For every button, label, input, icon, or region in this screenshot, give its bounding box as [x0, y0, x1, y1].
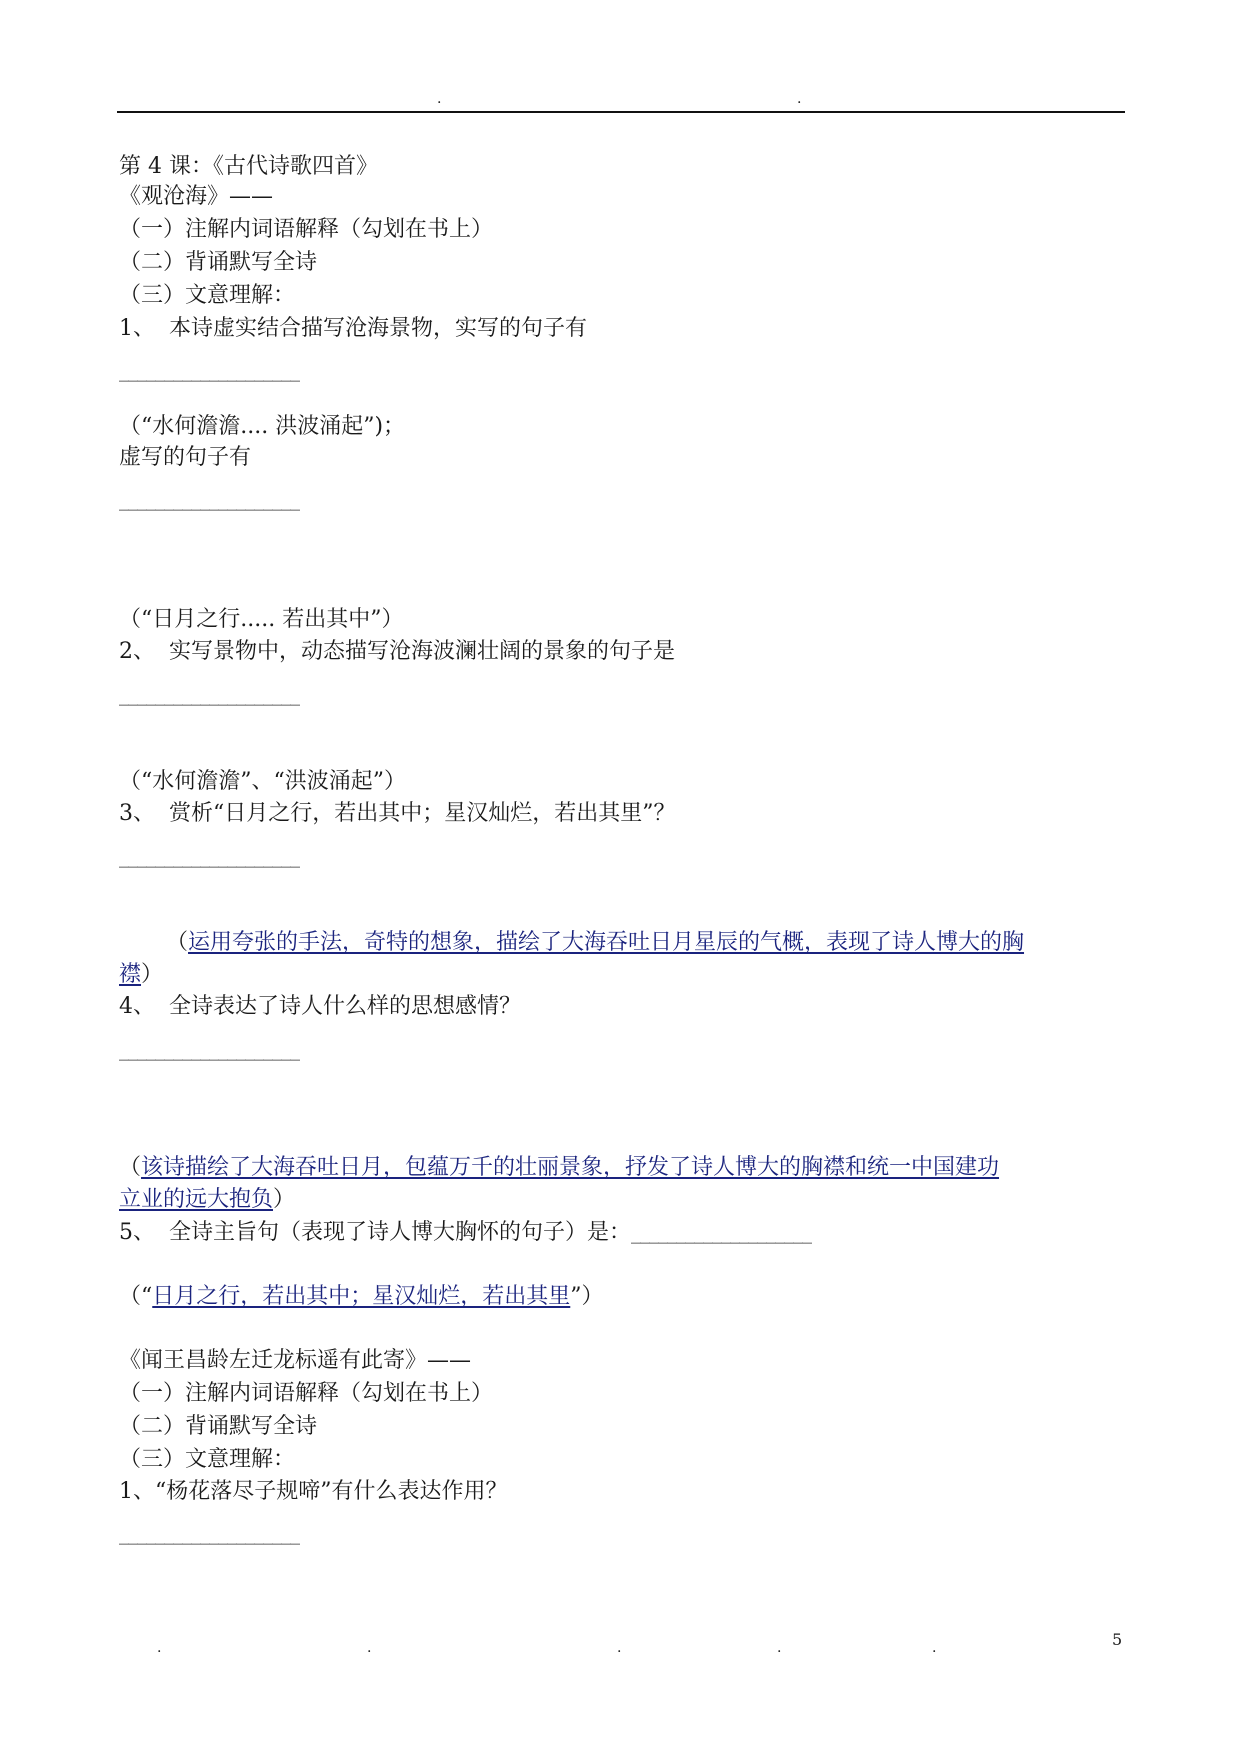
question-1 — [119, 314, 587, 344]
step-line: （二）背诵默写全诗 — [119, 1414, 318, 1439]
poem-title: 《观沧海》—— — [119, 184, 274, 209]
underlined-answer: 该诗描绘了大海吞吐日月，包蕴万千的壮丽景象，抒发了诗人博大的胸襟和统一中国建功 — [141, 1155, 1000, 1180]
answer-text: （“水何澹澹.... 洪波涌起”)； — [119, 414, 406, 439]
answer-blank: ____________________ — [119, 487, 299, 511]
question-text: 实写景物中，动态描写沧海波澜壮阔的景象的句子是 — [169, 639, 676, 664]
question-4 — [119, 992, 521, 1022]
question-number: 4、 — [119, 994, 155, 1019]
answer-blank: ____________________ — [119, 844, 299, 868]
question-text: 虚写的句子有 — [119, 445, 252, 470]
answer-text: （“日月之行..... 若出其中”） — [119, 607, 404, 632]
underlined-answer: 立业的远大抱负 — [119, 1187, 274, 1212]
underlined-answer: 襟 — [119, 962, 142, 987]
question-5 — [119, 1218, 811, 1248]
poem-title: 《闻王昌龄左迁龙标遥有此寄》—— — [119, 1348, 472, 1373]
question-number: 1、 — [119, 316, 155, 341]
footer-dot: . — [617, 1640, 622, 1656]
lesson-title: 第 4 课：《古代诗歌四首》 — [119, 154, 378, 179]
answer-text: （“水何澹澹”、“洪波涌起”） — [119, 769, 406, 794]
header-dot: . — [797, 91, 802, 107]
answer-blank: ____________________ — [631, 1220, 812, 1244]
header-dot: . — [437, 91, 442, 107]
question-1 — [119, 1477, 508, 1507]
answer-blank: ____________________ — [119, 358, 299, 382]
paren: ） — [141, 962, 164, 987]
answer-text — [119, 1185, 295, 1215]
step-line: （一）注解内词语解释（勾划在书上） — [119, 217, 494, 242]
question-text: 全诗主旨句（表现了诗人博大胸怀的句子）是： — [169, 1220, 632, 1245]
underlined-answer: 日月之行，若出其中；星汉灿烂，若出其里 — [152, 1284, 571, 1309]
answer-blank: ____________________ — [119, 1521, 299, 1545]
question-number: 2、 — [119, 639, 155, 664]
footer-dot: . — [157, 1640, 162, 1656]
page-number: 5 — [1112, 1630, 1123, 1649]
answer-text — [119, 1282, 604, 1312]
footer-dot: . — [777, 1640, 782, 1656]
step-line: （一）注解内词语解释（勾划在书上） — [119, 1381, 494, 1406]
step-line: （三）文意理解： — [119, 283, 296, 308]
question-number: 5、 — [119, 1220, 155, 1245]
question-2 — [119, 637, 675, 667]
answer-blank: ____________________ — [119, 1037, 299, 1061]
question-number: 3、 — [119, 801, 155, 826]
header-rule — [117, 111, 1125, 113]
paren: （ — [119, 1155, 142, 1180]
footer-dot: . — [367, 1640, 372, 1656]
question-text: “杨花落尽子规啼”有什么表达作用？ — [155, 1479, 508, 1504]
question-text: 赏析“日月之行，若出其中；星汉灿烂，若出其里”？ — [169, 801, 676, 826]
underlined-answer: 运用夸张的手法，奇特的想象，描绘了大海吞吐日月星辰的气概，表现了诗人博大的胸 — [188, 930, 1025, 955]
question-number: 1、 — [119, 1479, 155, 1504]
answer-text — [119, 960, 163, 990]
paren: （ — [166, 930, 189, 955]
step-line: （三）文意理解： — [119, 1447, 296, 1472]
paren: （“ — [119, 1284, 153, 1309]
answer-text — [119, 1153, 999, 1183]
question-text: 本诗虚实结合描写沧海景物，实写的句子有 — [169, 316, 588, 341]
answer-text — [166, 928, 1024, 958]
paren: ”） — [570, 1284, 604, 1309]
question-3 — [119, 799, 676, 829]
question-text: 全诗表达了诗人什么样的思想感情？ — [169, 994, 522, 1019]
footer-dot: . — [932, 1640, 937, 1656]
paren: ） — [273, 1187, 296, 1212]
answer-blank: ____________________ — [119, 682, 299, 706]
step-line: （二）背诵默写全诗 — [119, 250, 318, 275]
